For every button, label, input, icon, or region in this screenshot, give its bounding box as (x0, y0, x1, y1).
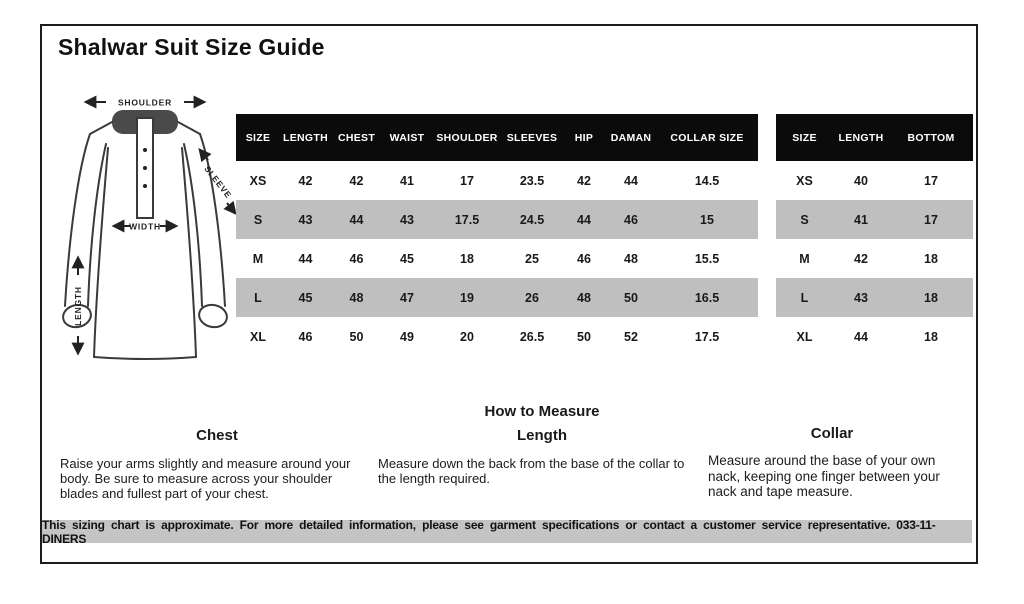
table-row (236, 200, 758, 239)
button (143, 184, 147, 188)
table-row (776, 239, 973, 278)
page-title: Shalwar Suit Size Guide (58, 34, 325, 60)
table-row (236, 317, 758, 356)
table-cell: 46 (349, 251, 364, 266)
table-cell: 52 (624, 329, 638, 344)
column-header: BOTTOM (907, 131, 955, 144)
table-cell: 46 (577, 251, 591, 266)
table-cell: S (800, 212, 809, 227)
table-header-row (236, 114, 758, 161)
table-cell: 45 (298, 290, 313, 305)
table-cell: 24.5 (519, 212, 545, 227)
table-cell: 44 (298, 251, 313, 266)
column-header: HIP (574, 131, 594, 144)
table-cell: 25 (525, 251, 539, 266)
table-cell: 18 (924, 251, 938, 266)
table-cell: 44 (624, 173, 638, 188)
column-header: DAMAN (610, 131, 652, 144)
button (143, 166, 147, 170)
length-section-heading: Length (517, 427, 567, 444)
table-cell: 20 (460, 329, 474, 344)
table-cell: 46 (624, 212, 638, 227)
table-cell: 44 (854, 329, 868, 344)
disclaimer-bar (42, 517, 972, 546)
table-cell: 17 (460, 173, 474, 188)
table-cell: 16.5 (694, 290, 720, 305)
table-cell: 43 (854, 290, 868, 305)
table-row (236, 161, 758, 200)
column-header: CHEST (337, 131, 376, 144)
shoulder-measure-label: SHOULDER (117, 97, 173, 108)
table-cell: 15 (700, 212, 714, 227)
table-cell: 48 (624, 251, 638, 266)
table-cell: L (800, 290, 809, 305)
kurta-measurement-diagram (50, 88, 240, 380)
column-header: SIZE (792, 131, 817, 144)
shalwar-size-table (776, 114, 973, 356)
table-cell: 40 (854, 173, 868, 188)
table-cell: 42 (298, 173, 313, 188)
table-cell: 26.5 (519, 329, 545, 344)
size-guide-page (40, 24, 978, 564)
column-header: LENGTH (838, 131, 884, 144)
table-cell: 49 (400, 329, 414, 344)
table-cell: 26 (525, 290, 539, 305)
table-cell: 50 (577, 329, 591, 344)
column-header: SHOULDER (436, 131, 498, 144)
table-row (776, 317, 973, 356)
column-header: LENGTH (283, 131, 328, 144)
table-cell: 44 (349, 212, 364, 227)
column-header: COLLAR SIZE (670, 131, 744, 144)
table-cell: 15.5 (694, 251, 720, 266)
table-cell: 14.5 (694, 173, 720, 188)
table-row (776, 278, 973, 317)
table-cell: 23.5 (519, 173, 545, 188)
length-instructions: Measure down the back from the base of the collar to the length required. (378, 456, 685, 487)
chest-section-heading: Chest (196, 427, 238, 444)
table-cell: S (253, 212, 263, 227)
width-measure-label: WIDTH (129, 221, 161, 232)
table-cell: M (799, 251, 810, 266)
button (143, 148, 147, 152)
kurta-outline-drawing (50, 88, 240, 380)
shirt-size-table (236, 114, 758, 356)
table-cell: 44 (577, 212, 591, 227)
table-row (776, 200, 973, 239)
table-cell: 46 (298, 329, 313, 344)
length-measure-label: LENGTH (73, 286, 83, 326)
table-cell: 17.5 (454, 212, 480, 227)
table-cell: 17 (924, 212, 938, 227)
table-cell: 41 (854, 212, 868, 227)
table-cell: XS (796, 173, 813, 188)
collar-section-heading: Collar (810, 425, 854, 442)
table-cell: 18 (924, 329, 938, 344)
column-header: SIZE (245, 131, 271, 144)
table-cell: 42 (349, 173, 364, 188)
table-cell: 43 (400, 212, 414, 227)
disclaimer-text: This sizing chart is approximate. For more detailed information, please see garment specifications or contact a customer service representative. 033-11-DINERS (42, 517, 936, 546)
chest-instructions: Raise your arms slightly and measure around your body. Be sure to measure across your shoulder blades and fullest part of your chest. (60, 456, 351, 502)
table-cell: L (254, 290, 262, 305)
table-cell: 43 (298, 212, 313, 227)
table-header-row (776, 114, 973, 161)
table-cell: 45 (400, 251, 414, 266)
table-cell: 17 (924, 173, 938, 188)
table-cell: 17.5 (694, 329, 720, 344)
sleeve-measure-label: SLEEVE (202, 163, 234, 201)
how-to-measure-title: How to Measure (484, 403, 600, 420)
table-cell: 50 (624, 290, 638, 305)
table-cell: 50 (349, 329, 364, 344)
table-cell: 47 (400, 290, 414, 305)
column-header: SLEEVES (506, 131, 558, 144)
table-cell: M (252, 251, 264, 266)
table-row (776, 161, 973, 200)
table-cell: 48 (577, 290, 591, 305)
table-cell: 18 (460, 251, 474, 266)
table-row (236, 239, 758, 278)
table-cell: 42 (854, 251, 868, 266)
table-cell: XS (249, 173, 267, 188)
table-cell: 18 (924, 290, 938, 305)
column-header: WAIST (389, 131, 425, 144)
table-row (236, 278, 758, 317)
table-cell: XL (796, 329, 813, 344)
table-cell: 41 (400, 173, 414, 188)
table-cell: 19 (460, 290, 474, 305)
table-cell: 48 (349, 290, 364, 305)
table-cell: XL (250, 329, 266, 344)
collar-instructions: Measure around the base of your own nack, keeping one finger between your nack and tape measure. (708, 453, 940, 500)
table-cell: 42 (577, 173, 591, 188)
